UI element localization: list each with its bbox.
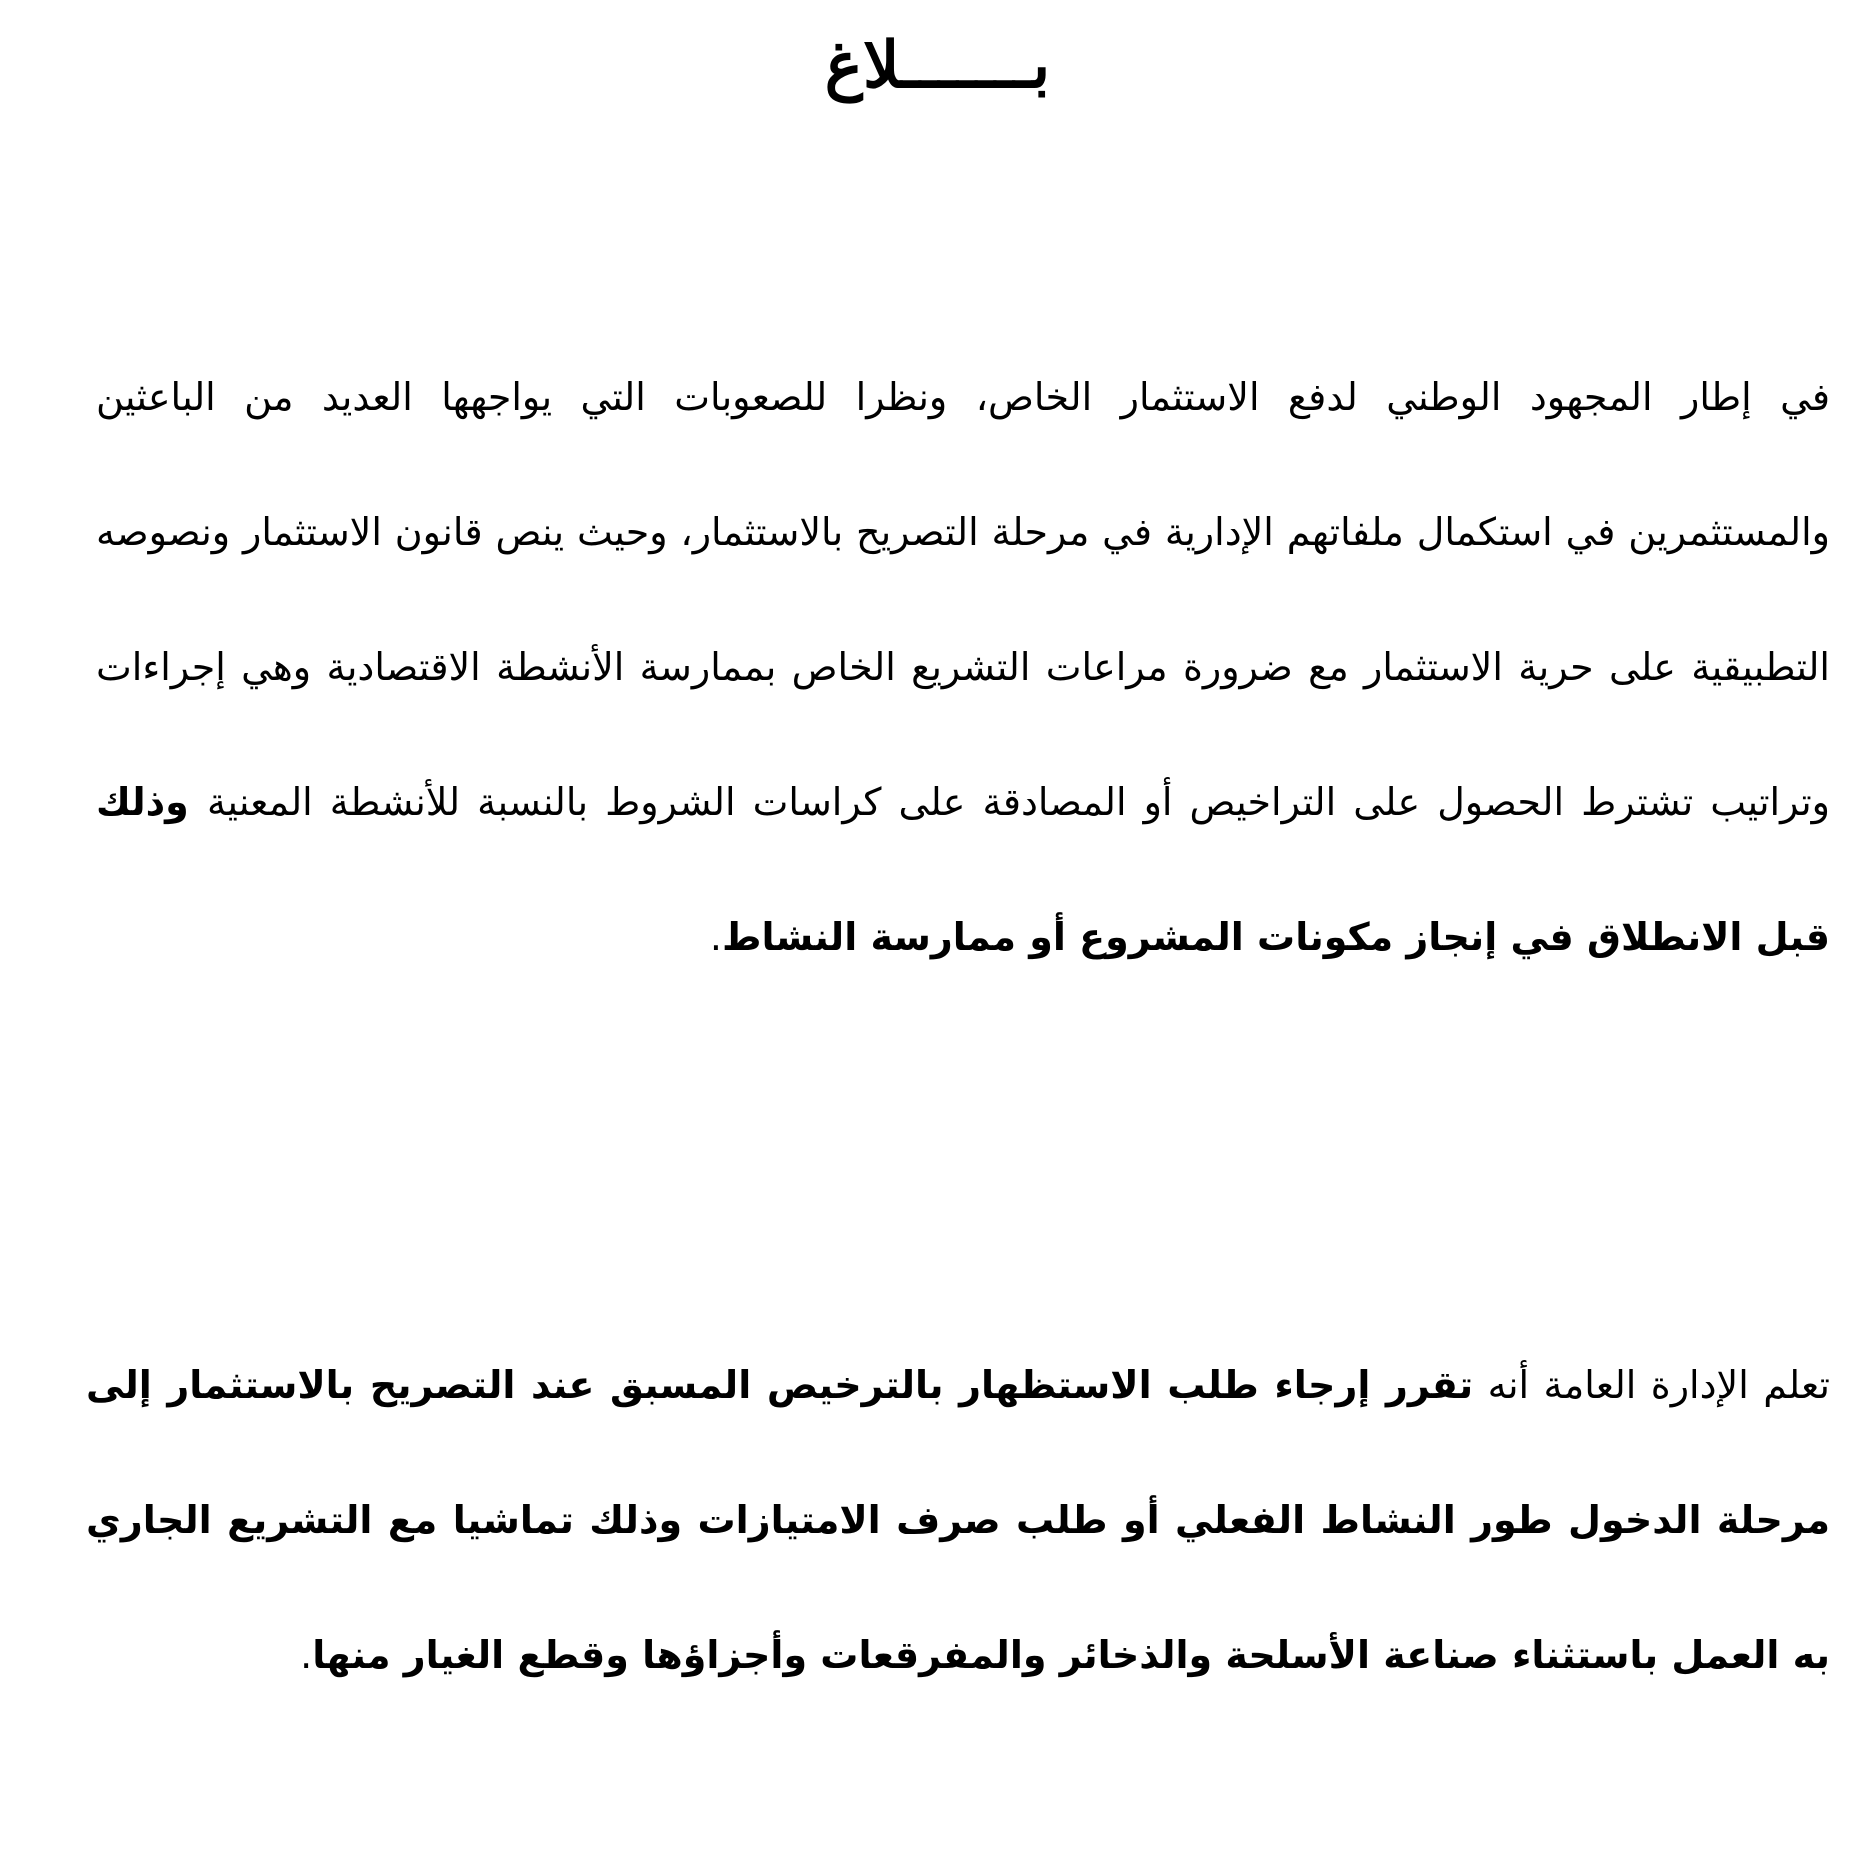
paragraph-decision-end: . (300, 1633, 313, 1677)
paragraph-decision (86, 1318, 1830, 1723)
paragraph-intro-emphasis: وذلك قبل الانطلاق في إنجاز مكونات المشروع أو ممارسة النشاط (96, 780, 1830, 959)
paragraph-intro (96, 330, 1830, 1005)
paragraph-intro-text: في إطار المجهود الوطني لدفع الاستثمار الخاص، ونظرا للصعوبات التي يواجهها العديد من الباعثين والمستثمرين في استكمال ملفاتهم الإدارية في مرحلة التصريح بالاستثمار، وحيث ينص قانون الاستثمار ونصوصه التطبيقية على حرية الاستثمار مع ضرورة مراعات التشريع الخاص بممارسة الأنشطة الاقتصادية وهي إجراءات وتراتيب تشترط الحصول على التراخيص أو المصادقة على كراسات الشروط بالنسبة للأنشطة المعنية (96, 375, 1830, 824)
document-title: بـــــــلاغ (824, 28, 1051, 103)
paragraph-intro-end: . (709, 915, 723, 959)
paragraph-decision-emphasis: تقرر إرجاء طلب الاستظهار بالترخيص المسبق عند التصريح بالاستثمار إلى مرحلة الدخول طور النشاط الفعلي أو طلب صرف الامتيازات وذلك تماشيا مع التشريع الجاري به العمل باستثناء صناعة الأسلحة والذخائر والمفرقعات وأجزاؤها وقطع الغيار منها (86, 1363, 1830, 1677)
paragraph-decision-text: تعلم الإدارة العامة أنه (1473, 1363, 1831, 1407)
